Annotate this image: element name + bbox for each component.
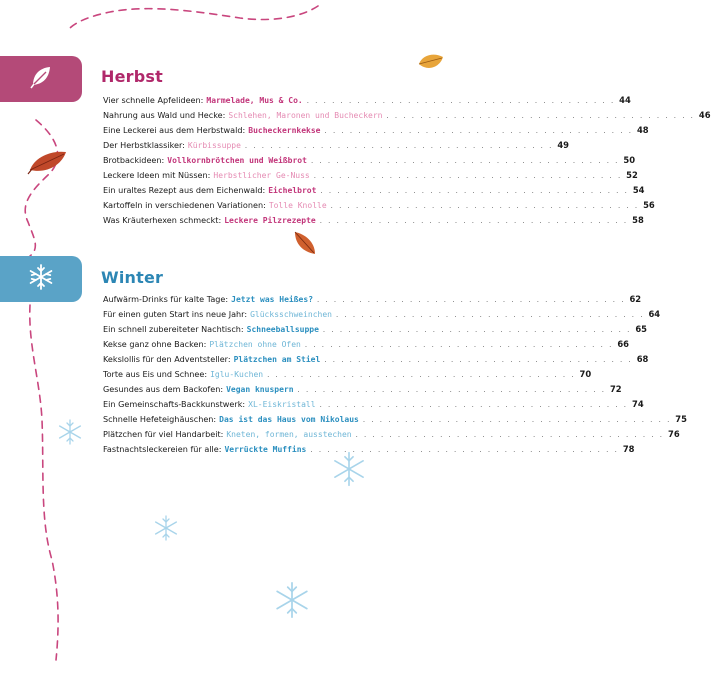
- toc-list-winter: [103, 292, 687, 457]
- snowflake-icon: [26, 262, 56, 296]
- toc-entry-description: Aufwärm-Drinks für kalte Tage:: [103, 294, 229, 304]
- toc-page-number: 75: [675, 414, 687, 424]
- leaf-icon: [27, 63, 55, 95]
- toc-entry-description: Brotbackideen:: [103, 155, 165, 165]
- toc-page-number: 76: [668, 429, 680, 439]
- toc-leader-dots: . . . . . . . . . . . . . . . . . . . . . . . . . . . . . . . . . . . . .: [355, 431, 665, 439]
- toc-leader-dots: . . . . . . . . . . . . . . . . . . . . . . . . . . . . . . . . . . . . .: [336, 311, 645, 319]
- toc-entry[interactable]: [103, 198, 655, 213]
- toc-page-number: 50: [623, 155, 636, 165]
- toc-entry-title: Vegan knuspern: [226, 385, 294, 394]
- toc-leader-dots: . . . . . . . . . . . . . . . . . . . . . . . . . . . . . . . . . . . . .: [297, 386, 606, 394]
- toc-entry[interactable]: [103, 93, 631, 108]
- toc-entry-title: Eichelbrot: [268, 186, 317, 195]
- toc-entry-title: Marmelade, Mus & Co.: [206, 96, 303, 105]
- toc-entry-title: Jetzt was Heißes?: [231, 295, 314, 304]
- winter-tab: [0, 256, 82, 302]
- autumn-leaf-decoration: [289, 228, 319, 258]
- toc-entry[interactable]: [103, 213, 644, 228]
- toc-entry-description: Schnelle Hefeteighäuschen:: [103, 414, 217, 424]
- toc-entry[interactable]: [103, 292, 642, 307]
- toc-list-herbst: [103, 93, 711, 228]
- toc-page-number: 62: [629, 294, 642, 304]
- toc-entry[interactable]: [103, 138, 569, 153]
- toc-page-number: 64: [648, 309, 661, 319]
- toc-entry[interactable]: [103, 168, 638, 183]
- toc-entry-description: Kartoffeln in verschiedenen Variationen:: [103, 200, 266, 210]
- toc-leader-dots: . . . . . . . . . . . . . . . . . . . . . . . . . . . . . . . . . . . . .: [324, 127, 633, 135]
- toc-entry[interactable]: [103, 382, 622, 397]
- toc-leader-dots: . . . . . . . . . . . . . . . . . . . . . . . . . . . . . . . . . . . . .: [267, 371, 576, 379]
- autumn-leaf-decoration: [416, 50, 446, 74]
- toc-entry-title: Kürbissuppe: [187, 141, 241, 150]
- toc-entry[interactable]: [103, 352, 649, 367]
- toc-entry[interactable]: [103, 367, 592, 382]
- toc-leader-dots: . . . . . . . . . . . . . . . . . . . . . . . . . . . . . . . . . . . . .: [317, 296, 626, 304]
- snowflake-decoration: [272, 580, 312, 620]
- toc-entry[interactable]: [103, 153, 636, 168]
- toc-leader-dots: . . . . . . . . . . . . . . . . . . . . . . . . . . . . . . . . . . . . .: [244, 142, 554, 150]
- toc-entry-title: Verrückte Muffins: [224, 445, 307, 454]
- toc-page-number: 72: [609, 384, 622, 394]
- toc-leader-dots: . . . . . . . . . . . . . . . . . . . . . . . . . . . . . . . . . . . . .: [319, 217, 629, 225]
- toc-entry-description: Gesundes aus dem Backofen:: [103, 384, 224, 394]
- toc-entry-title: Plätzchen am Stiel: [233, 355, 321, 364]
- toc-entry-description: Kekse ganz ohne Backen:: [103, 339, 207, 349]
- toc-entry[interactable]: [103, 322, 648, 337]
- toc-leader-dots: . . . . . . . . . . . . . . . . . . . . . . . . . . . . . . . . . . . . .: [330, 202, 640, 210]
- snowflake-decoration: [56, 418, 84, 446]
- toc-entry-title: Vollkornbrötchen und Weißbrot: [167, 156, 307, 165]
- toc-entry-title: Tolle Knolle: [268, 201, 327, 210]
- toc-leader-dots: . . . . . . . . . . . . . . . . . . . . . . . . . . . . . . . . . . . . .: [386, 112, 695, 120]
- toc-entry-title: Herbstlicher Ge-Nuss: [213, 171, 310, 180]
- toc-entry-description: Eine Leckerei aus dem Herbstwald:: [103, 125, 246, 135]
- toc-leader-dots: . . . . . . . . . . . . . . . . . . . . . . . . . . . . . . . . . . . . .: [310, 446, 619, 454]
- toc-leader-dots: . . . . . . . . . . . . . . . . . . . . . . . . . . . . . . . . . . . . .: [313, 172, 623, 180]
- toc-entry-title: Leckere Pilzrezepte: [224, 216, 316, 225]
- toc-entry-description: Kekslollis für den Adventsteller:: [103, 354, 231, 364]
- toc-leader-dots: . . . . . . . . . . . . . . . . . . . . . . . . . . . . . . . . . . . . .: [324, 356, 633, 364]
- toc-entry-title: Bucheckernkekse: [248, 126, 321, 135]
- snowflake-decoration: [330, 450, 368, 488]
- toc-entry-description: Plätzchen für viel Handarbeit:: [103, 429, 224, 439]
- toc-entry-description: Fastnachtsleckereien für alle:: [103, 444, 222, 454]
- toc-entry[interactable]: [103, 397, 644, 412]
- toc-entry-description: Der Herbstklassiker:: [103, 140, 185, 150]
- snowflake-decoration: [152, 514, 180, 542]
- toc-entry[interactable]: [103, 183, 645, 198]
- toc-page-number: 44: [619, 95, 631, 105]
- toc-entry-title: Kneten, formen, ausstechen: [226, 430, 352, 439]
- toc-page-number: 56: [643, 200, 655, 210]
- toc-entry-title: Glücksschweinchen: [250, 310, 332, 319]
- toc-page-number: 78: [622, 444, 635, 454]
- toc-leader-dots: . . . . . . . . . . . . . . . . . . . . . . . . . . . . . . . . . . . . .: [306, 97, 616, 105]
- toc-page-number: 68: [636, 354, 649, 364]
- toc-page-number: 70: [579, 369, 592, 379]
- toc-entry-title: Schneeballsuppe: [246, 325, 319, 334]
- toc-page-number: 46: [698, 110, 711, 120]
- toc-page-number: 74: [632, 399, 644, 409]
- toc-entry-description: Ein Gemeinschafts-Backkunstwerk:: [103, 399, 246, 409]
- autumn-leaf-decoration: [26, 146, 70, 176]
- toc-leader-dots: . . . . . . . . . . . . . . . . . . . . . . . . . . . . . . . . . . . . .: [322, 326, 632, 334]
- toc-entry[interactable]: [103, 108, 711, 123]
- toc-entry-description: Leckere Ideen mit Nüssen:: [103, 170, 211, 180]
- toc-entry-description: Für einen guten Start ins neue Jahr:: [103, 309, 248, 319]
- toc-leader-dots: . . . . . . . . . . . . . . . . . . . . . . . . . . . . . . . . . . . . .: [319, 401, 628, 409]
- toc-entry-title: Das ist das Haus vom Nikolaus: [219, 415, 359, 424]
- toc-entry-description: Ein schnell zubereiteter Nachtisch:: [103, 324, 244, 334]
- toc-page-number: 49: [557, 140, 569, 150]
- toc-page-number: 66: [617, 339, 629, 349]
- toc-entry-title: Plätzchen ohne Ofen: [209, 340, 301, 349]
- toc-entry-description: Torte aus Eis und Schnee:: [103, 369, 208, 379]
- toc-entry[interactable]: [103, 412, 687, 427]
- toc-page-number: 58: [632, 215, 644, 225]
- toc-page-number: 48: [636, 125, 649, 135]
- toc-leader-dots: . . . . . . . . . . . . . . . . . . . . . . . . . . . . . . . . . . . . .: [304, 341, 614, 349]
- herbst-tab: [0, 56, 82, 102]
- toc-leader-dots: . . . . . . . . . . . . . . . . . . . . . . . . . . . . . . . . . . . . .: [310, 157, 620, 165]
- toc-entry[interactable]: [103, 337, 629, 352]
- toc-leader-dots: . . . . . . . . . . . . . . . . . . . . . . . . . . . . . . . . . . . . .: [320, 187, 629, 195]
- toc-entry-description: Vier schnelle Apfelideen:: [103, 95, 204, 105]
- section-heading-winter: Winter: [101, 268, 164, 287]
- toc-page-number: 52: [626, 170, 638, 180]
- toc-leader-dots: . . . . . . . . . . . . . . . . . . . . . . . . . . . . . . . . . . . . .: [362, 416, 672, 424]
- toc-entry-description: Was Kräuterhexen schmeckt:: [103, 215, 222, 225]
- toc-entry-description: Ein uraltes Rezept aus dem Eichenwald:: [103, 185, 266, 195]
- section-heading-herbst: Herbst: [101, 67, 163, 86]
- toc-entry[interactable]: [103, 307, 661, 322]
- toc-entry-title: XL-Eiskristall: [248, 400, 316, 409]
- toc-entry[interactable]: [103, 427, 680, 442]
- toc-entry-title: Schlehen, Maronen und Bucheckern: [228, 111, 383, 120]
- toc-entry[interactable]: [103, 442, 635, 457]
- toc-page-number: 54: [632, 185, 645, 195]
- toc-entry-title: Iglu-Kuchen: [210, 370, 264, 379]
- toc-entry[interactable]: [103, 123, 649, 138]
- toc-page-number: 65: [635, 324, 648, 334]
- toc-entry-description: Nahrung aus Wald und Hecke:: [103, 110, 226, 120]
